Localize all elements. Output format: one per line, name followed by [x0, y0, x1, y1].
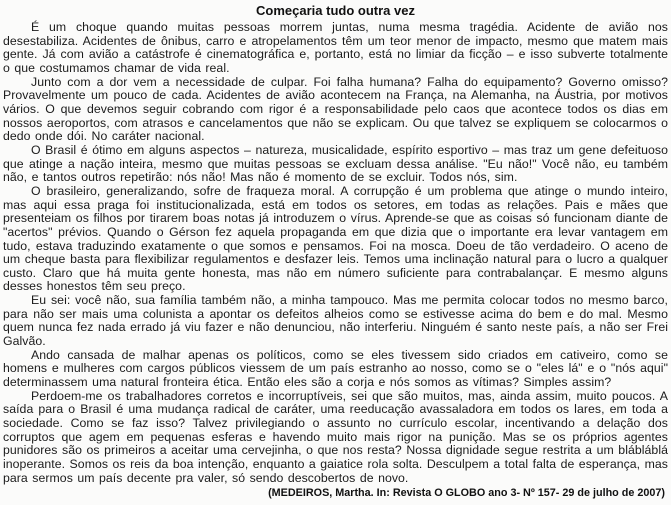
article-paragraph: É um choque quando muitas pessoas morrem juntas, numa mesma tragédia. Acidente de avião nos desestabiliza. Acidentes de ônibus, carro e atropelamentos têm um teor menor de impacto, mesmo que matem mais gente. Já com avião a catástrofe é cinematográfica e, portanto, está no limiar da ficção – e isso subverte totalmente o que costumamos chamar de vida real.	[3, 20, 668, 75]
article-paragraph: Eu sei: você não, sua família também não, a minha tampouco. Mas me permita colocar todos no mesmo barco, para não ser mais uma colunista a apontar os defeitos alheios como se estivesse acima do bem e do mal. Mesmo quem nunca fez nada errado já viu fazer e não denunciou, não interferiu. Ninguém é santo neste país, a não ser Frei Galvão.	[3, 293, 668, 349]
article-paragraph: O Brasil é ótimo em alguns aspectos – natureza, musicalidade, espírito esportivo – mas traz um gene defeituoso que atinge a nação inteira, mesmo que muitas pessoas se excluam dessa análise. "Eu não!" Você não, eu também não, e tantos outros repetirão: nós não! Mas não é momento de se excluir. Todos nós, sim.	[3, 142, 668, 185]
article-paragraph: Perdoem-me os trabalhadores corretos e incorruptíveis, sei que são muitos, mas, ainda assim, muito poucos. A saída para o Brasil é uma mudança radical de caráter, uma reeducação avassaladora em todos os lares, em toda a sociedade. Como se faz isso? Talvez privilegiando o assunto no currículo escolar, incentivando a delação dos corruptos que agem em pequenas esferas e havendo muito mais rigor na punição. Mas se os próprios agentes punidores são os primeiros a aceitar uma cervejinha, o que nos resta? Nossa dignidade segue restrita a um blábláblá inoperante. Somos os reis da boa intenção, enquanto a gaiatice rola solta. Desculpem a total falta de esperança, mas para sermos um país decente pra valer, só sendo descobertos de novo.	[3, 388, 668, 485]
article-paragraph: Junto com a dor vem a necessidade de culpar. Foi falha humana? Falha do equipamento? Governo omisso? Provavelmente um pouco de cada. Acidentes de avião acontecem na França, na Alemanha, na Áustria, por motivos vários. O que devemos seguir cobrando com rigor é a responsabilidade pelo caos que acontece todos os dias em nossos aeroportos, com atrasos e cancelamentos que não se explicam. Ou que talvez se expliquem se colocarmos o dedo onde dói. No caráter nacional.	[3, 74, 668, 144]
article-title: Começaria tudo outra vez	[256, 3, 415, 18]
article-paragraph: Ando cansada de malhar apenas os políticos, como se eles tivessem sido criados em cativeiro, como se homens e mulheres com cargos públicos viessem de um país estranho ao nosso, como se o "eles lá" e o "nós aqui" determinassem uma natural fronteira ética. Então eles são a corja e nós somos as vítimas? Simples assim?	[3, 347, 668, 390]
article-paragraph: O brasileiro, generalizando, sofre de fraqueza moral. A corrupção é um problema que atinge o mundo inteiro, mas aqui essa praga foi institucionalizada, está em todos os setores, em todas as relações. Pais e mães que presenteiam os filhos por tirarem boas notas já introduzem o vírus. Aprende-se que as coisas só funcionam diante de "acertos" prévios. Quando o Gérson fez aquela propaganda em que dizia que o importante era levar vantagem em tudo, estava traduzindo exatamente o que somos e pensamos. Foi na mosca. Doeu de tão verdadeiro. O aceno de um cheque basta para flexibilizar regulamentos e desfazer leis. Temos uma inclinação natural para o lucro a qualquer custo. Claro que há muita gente honesta, mas não em número suficiente para contrabalançar. E mesmo alguns desses honestos têm seu preço.	[3, 183, 668, 294]
article-citation: (MEDEIROS, Martha. In: Revista O GLOBO ano 3- Nº 157- 29 de julho de 2007)	[268, 487, 665, 499]
